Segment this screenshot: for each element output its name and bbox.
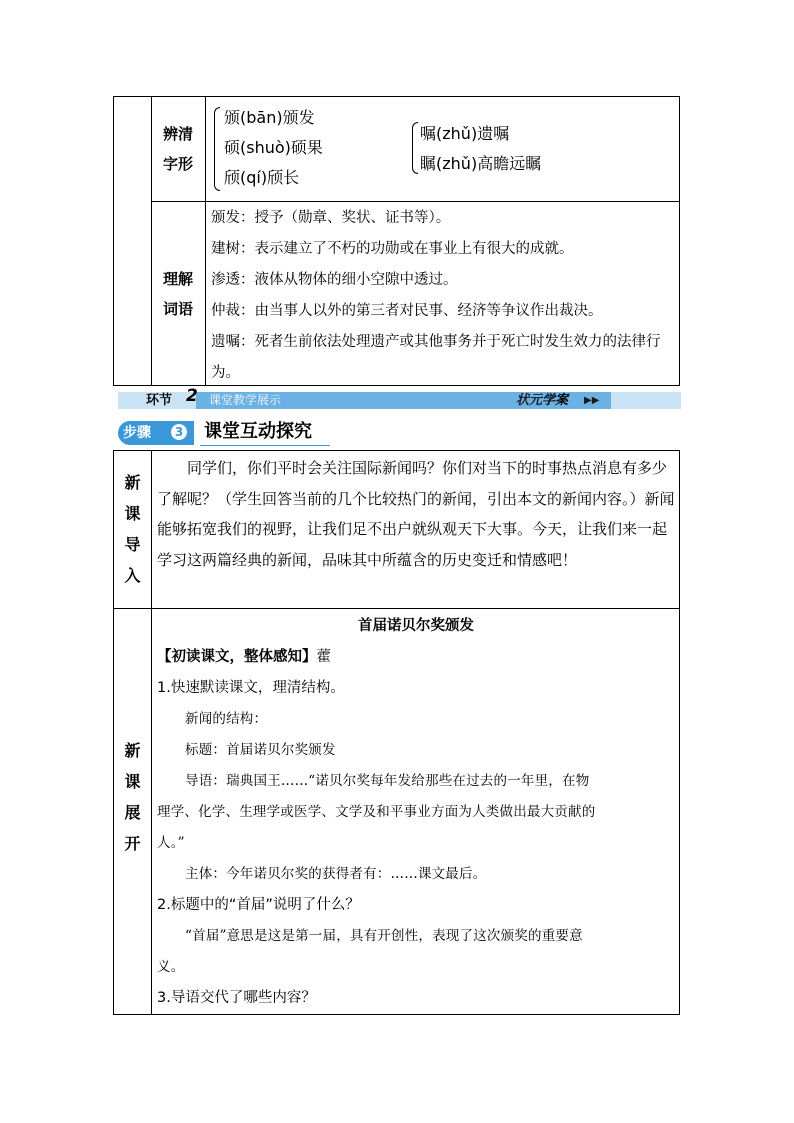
answer-line: “首届”意思是这是第一届，具有开创性，表现了这次颁奖的重要意 [185, 928, 583, 944]
char-item: 嘱(zhǔ)遗嘱 [420, 124, 510, 143]
double-arrow-icon: ▶▶ [584, 395, 600, 406]
row-label-understand: 理解 词语 [162, 270, 193, 318]
answer-line: 导语：瑞典国王……“诺贝尔奖每年发给那些在过去的一年里，在物 [185, 773, 590, 789]
char-item: 瞩(zhǔ)高瞻远瞩 [420, 154, 542, 173]
answer-line: 标题：首届诺贝尔奖颁发 [185, 742, 336, 758]
question-2: 2.标题中的“首届”说明了什么？ [157, 897, 360, 913]
brace-icon [412, 122, 418, 174]
lesson-body [157, 611, 675, 1014]
row-label-distinguish: 辨清 字形 [162, 125, 193, 173]
question-1: 1.快速默读课文，理清结构。 [157, 680, 345, 696]
table-divider [114, 608, 679, 609]
lesson-table [113, 450, 680, 1015]
definition-item: 渗透：液体从物体的细小空隙中透过。 [211, 272, 458, 288]
definition-item: 仲裁：由当事人以外的第三者对民事、经济等争议作出裁决。 [211, 303, 603, 319]
answer-line: 新闻的结构： [185, 711, 268, 727]
table-divider [151, 97, 152, 385]
definition-list [211, 203, 677, 389]
brand-logo: 状元学案 [516, 393, 569, 408]
step-title: 课堂互动探究 [204, 421, 312, 442]
section-banner [118, 386, 681, 409]
intro-label: 新 课 导 入 [124, 473, 141, 585]
definition-item: 建树：表示建立了不朽的功勋或在事业上有很大的成就。 [211, 241, 574, 257]
banner-title: 课堂教学展示 [209, 393, 282, 407]
brace-icon [214, 107, 220, 191]
section-heading: 【初读课文，整体感知】藿 [157, 649, 331, 665]
answer-line: 义。 [157, 959, 185, 975]
answer-line: 主体：今年诺贝尔奖的获得者有：……课文最后。 [185, 866, 487, 882]
vocab-table [113, 96, 680, 386]
char-item: 硕(shuò)硕果 [224, 138, 323, 157]
answer-line: 理学、化学、生理学或医学、文学及和平事业方面为人类做出最大贡献的 [157, 804, 596, 820]
intro-text: 同学们，你们平时会关注国际新闻吗？你们对当下的时事热点消息有多少了解呢？（学生回答当前的几个比较热门的新闻，引出本文的新闻内容。）新闻能够拓宽我们的视野，让我们足不出户就纵观天下大事。今天，让我们来一起学习这两篇经典的新闻，品味其中所蕴含的历史变迁和情感吧！ [157, 459, 675, 569]
char-item: 颁(bān)颁发 [224, 108, 315, 127]
develop-label: 新 课 展 开 [124, 741, 141, 853]
article-heading: 首届诺贝尔奖颁发 [358, 618, 474, 634]
step-pill: 步骤 3 [118, 421, 194, 445]
table-divider [151, 201, 679, 202]
banner-section-label: 环节 [146, 393, 173, 408]
definition-item: 颁发：授予（勋章、奖状、证书等）。 [211, 210, 451, 226]
definition-item: 遗嘱：死者生前依法处理遗产或其他事务并于死亡时发生效力的法律行为。 [211, 334, 661, 381]
char-group-1 [224, 103, 323, 193]
table-divider [205, 97, 206, 385]
char-group-2 [420, 119, 541, 179]
title-underline [200, 445, 330, 446]
char-item: 颀(qí)颀长 [224, 168, 300, 187]
question-3: 3.导语交代了哪些内容？ [157, 990, 316, 1006]
table-divider [151, 451, 152, 1014]
banner-section-number: 2 [186, 386, 198, 406]
step-number-badge: 3 [171, 424, 187, 440]
answer-line: 人。” [157, 835, 185, 851]
